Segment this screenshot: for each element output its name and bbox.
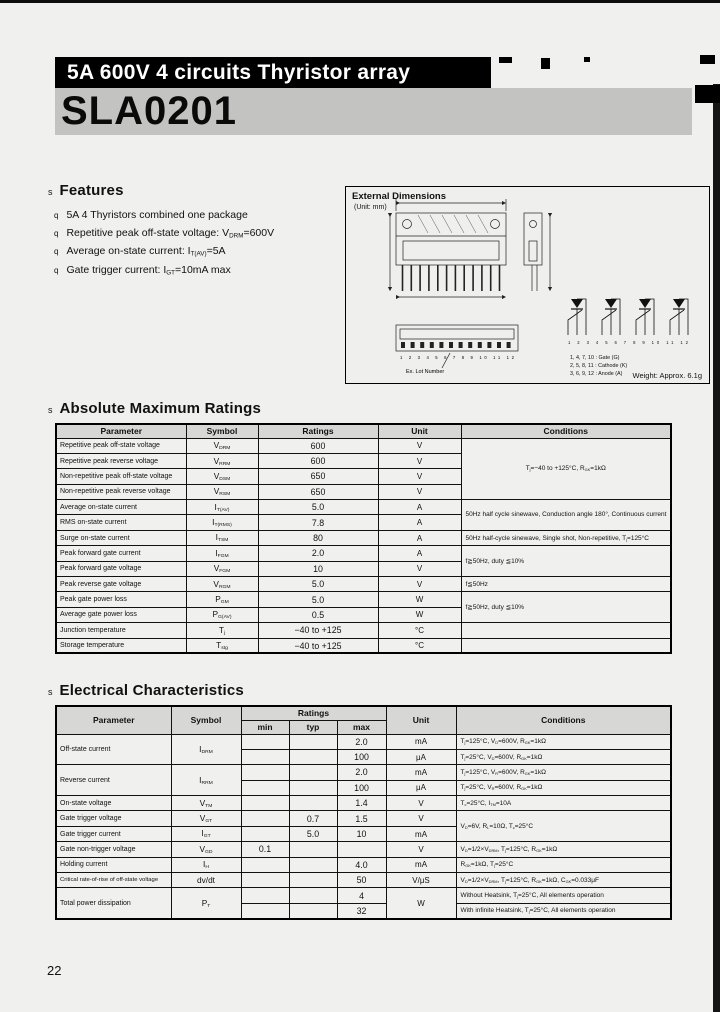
unit-cell: V — [378, 453, 461, 468]
param-cell: Junction temperature — [56, 623, 186, 638]
conditions-cell: $T_j=-40$ to +125°C, $R_{GK}=1k\Omega$ — [461, 438, 671, 500]
unit-cell: mA — [386, 734, 456, 749]
symbol-cell: $I_H$ — [171, 857, 241, 872]
min-cell: 0.1 — [241, 842, 289, 857]
param-cell: Surge on-state current — [56, 530, 186, 545]
symbol-cell: $V_{DRM}$ — [186, 438, 258, 453]
max-cell: 32 — [337, 903, 386, 918]
unit-cell: mA — [386, 826, 456, 841]
dimensions-unit-note: (Unit: mm) — [354, 204, 387, 211]
thyristor-symbol — [568, 299, 586, 335]
elec-char-table — [55, 705, 672, 920]
circuit-diagram — [568, 299, 689, 345]
bullet-icon: q — [54, 229, 59, 238]
param-cell: Repetitive peak reverse voltage — [56, 453, 186, 468]
part-number-band — [55, 88, 692, 135]
conditions-cell: $V_D=1/2\times V_{DRM}$, $T_j=125^\circ C$, $R_{GK}=1k\Omega$, $C_{GK}=0.033\mu F$ — [456, 873, 671, 888]
table-row — [56, 623, 671, 638]
registration-mark — [499, 57, 512, 63]
banner-title-text: 5A 600V 4 circuits Thyristor array — [67, 60, 411, 84]
page-number: 22 — [47, 963, 62, 978]
max-cell: 2.0 — [337, 765, 386, 780]
unit-cell: A — [378, 515, 461, 530]
max-cell: 1.4 — [337, 796, 386, 811]
typ-cell — [289, 749, 337, 764]
min-cell — [241, 734, 289, 749]
table-row — [56, 438, 671, 453]
unit-cell: V — [386, 796, 456, 811]
min-cell — [241, 780, 289, 795]
conditions-cell: Without Heatsink, $T_j=25^\circ C$, All elements operation — [456, 888, 671, 903]
table-header-row — [56, 424, 671, 438]
symbol-cell: $I_{DRM}$ — [171, 734, 241, 765]
typ-cell — [289, 734, 337, 749]
typ-cell: 0.7 — [289, 811, 337, 826]
param-cell: Total power dissipation — [56, 888, 171, 919]
max-cell: 10 — [337, 826, 386, 841]
table-row — [56, 765, 671, 780]
table-row — [56, 857, 671, 872]
unit-cell: V — [378, 469, 461, 484]
pin-assignment-notes — [570, 355, 627, 377]
unit-cell: °C — [378, 623, 461, 638]
unit-cell: V — [378, 577, 461, 592]
rating-cell: 80 — [258, 530, 378, 545]
min-cell — [241, 888, 289, 903]
typ-cell — [289, 857, 337, 872]
rating-cell: 5.0 — [258, 592, 378, 607]
typ-cell — [289, 903, 337, 918]
rating-cell: −40 to +125 — [258, 623, 378, 638]
conditions-cell: $V_D=1/2\times V_{DRM}$, $T_j=125^\circ C$, $R_{GK}=1k\Omega$ — [456, 842, 671, 857]
banner-title — [55, 57, 491, 88]
col-ratings: Ratings — [241, 706, 386, 720]
symbol-cell: $I_{T(AV)}$ — [186, 500, 258, 515]
min-cell — [241, 873, 289, 888]
page-right-edge — [713, 84, 720, 1012]
registration-mark — [584, 57, 590, 62]
pin-note-anode: 3, 6, 9, 12 : Anode (A) — [570, 371, 623, 377]
feature-text: 5A 4 Thyristors combined one package — [66, 209, 248, 221]
rating-cell: 650 — [258, 484, 378, 499]
param-cell: Off-state current — [56, 734, 171, 765]
min-cell — [241, 749, 289, 764]
unit-cell: A — [378, 500, 461, 515]
unit-cell: μA — [386, 780, 456, 795]
max-cell: 4.0 — [337, 857, 386, 872]
features-heading — [48, 182, 274, 199]
typ-cell — [289, 765, 337, 780]
rating-cell: −40 to +125 — [258, 638, 378, 653]
param-cell: Gate trigger current — [56, 826, 171, 841]
col-unit: Unit — [386, 706, 456, 734]
unit-cell: V/μS — [386, 873, 456, 888]
table-row — [56, 734, 671, 749]
symbol-cell: $P_{GM}$ — [186, 592, 258, 607]
conditions-cell: 50Hz half-cycle sinewave, Single shot, Non-repetitive, $T_j=125^\circ C$ — [461, 530, 671, 545]
table-row — [56, 500, 671, 515]
table-row — [56, 811, 671, 826]
part-number: SLA0201 — [61, 89, 237, 133]
col-ratings: Ratings — [258, 424, 378, 438]
conditions-cell: f≦50Hz — [461, 577, 671, 592]
param-cell: Critical rate-of-rise of off-state voltage — [56, 873, 171, 888]
unit-cell: V — [378, 438, 461, 453]
min-cell — [241, 811, 289, 826]
bullet-icon: q — [54, 265, 59, 275]
symbol-cell: $V_{DSM}$ — [186, 469, 258, 484]
symbol-cell: $V_{FGM}$ — [186, 561, 258, 576]
symbol-cell: $V_{RRM}$ — [186, 453, 258, 468]
table-row — [56, 796, 671, 811]
symbol-cell: $I_{GT}$ — [171, 826, 241, 841]
symbol-cell: $V_{TM}$ — [171, 796, 241, 811]
bottom-view-pin-numbers: 1 2 3 4 5 6 7 8 9 10 11 12 — [400, 355, 514, 360]
unit-cell: V — [378, 484, 461, 499]
unit-cell: mA — [386, 857, 456, 872]
pin-note-gate: 1, 4, 7, 10 : Gate (G) — [570, 355, 620, 361]
abs-max-heading — [48, 400, 261, 417]
min-cell — [241, 796, 289, 811]
unit-cell: V — [386, 842, 456, 857]
table-row — [56, 842, 671, 857]
registration-mark — [700, 55, 715, 64]
conditions-cell — [461, 638, 671, 653]
typ-cell — [289, 780, 337, 795]
conditions-cell — [461, 623, 671, 638]
table-row — [56, 888, 671, 903]
col-conditions: Conditions — [456, 706, 671, 734]
unit-cell: mA — [386, 765, 456, 780]
abs-max-table — [55, 423, 672, 654]
col-symbol: Symbol — [186, 424, 258, 438]
circuit-pin-numbers: 1 2 3 4 5 6 7 8 9 10 11 12 — [568, 340, 688, 345]
typ-cell — [289, 888, 337, 903]
table-row — [56, 577, 671, 592]
conditions-cell: $T_j=25^\circ C$, $V_R=600V$, $R_{GK}=1k\Omega$ — [456, 780, 671, 795]
typ-cell — [289, 796, 337, 811]
lot-number-note: Ex. Lot Number — [406, 369, 445, 375]
table-row — [56, 592, 671, 607]
conditions-cell: $R_{GK}=1k\Omega$, $T_j=25^\circ C$ — [456, 857, 671, 872]
conditions-cell: $T_j=125^\circ C$, $V_D=600V$, $R_{GK}=1k\Omega$ — [456, 734, 671, 749]
rating-cell: 5.0 — [258, 500, 378, 515]
param-cell: Peak gate power loss — [56, 592, 186, 607]
symbol-cell: $P_T$ — [171, 888, 241, 919]
param-cell: Gate non-trigger voltage — [56, 842, 171, 857]
symbol-cell: $V_{GD}$ — [171, 842, 241, 857]
rating-cell: 2.0 — [258, 546, 378, 561]
unit-cell: V — [378, 561, 461, 576]
rating-cell: 5.0 — [258, 577, 378, 592]
col-parameter: Parameter — [56, 424, 186, 438]
package-side-view — [524, 213, 550, 291]
max-cell: 4 — [337, 888, 386, 903]
feature-item — [54, 264, 274, 276]
max-cell: 1.5 — [337, 811, 386, 826]
param-cell: Non-repetitive peak off-state voltage — [56, 469, 186, 484]
min-cell — [241, 857, 289, 872]
max-cell — [337, 842, 386, 857]
bullet-icon: q — [54, 247, 59, 257]
conditions-cell: With infinite Heatsink, $T_j=25^\circ C$, All elements operation — [456, 903, 671, 918]
abs-max-title: Absolute Maximum Ratings — [59, 400, 261, 417]
param-cell: On-state voltage — [56, 796, 171, 811]
elec-char-title: Electrical Characteristics — [59, 682, 244, 699]
symbol-cell: $I_{RRM}$ — [171, 765, 241, 796]
param-cell: Gate trigger voltage — [56, 811, 171, 826]
feature-text: Average on-state current: $I_{T(AV)}=5A$ — [66, 245, 226, 258]
conditions-cell: $T_j=25^\circ C$, $V_D=600V$, $R_{GK}=1k\Omega$ — [456, 749, 671, 764]
unit-cell: W — [386, 888, 456, 919]
symbol-cell: $V_{RGM}$ — [186, 577, 258, 592]
feature-item — [54, 245, 274, 257]
min-cell — [241, 903, 289, 918]
rating-cell: 0.5 — [258, 607, 378, 622]
thyristor-symbol — [670, 299, 688, 335]
min-cell — [241, 826, 289, 841]
param-cell: RMS on-state current — [56, 515, 186, 530]
col-min: min — [241, 720, 289, 734]
param-cell: Storage temperature — [56, 638, 186, 653]
param-cell: Peak forward gate voltage — [56, 561, 186, 576]
col-typ: typ — [289, 720, 337, 734]
rating-cell: 7.8 — [258, 515, 378, 530]
registration-mark — [541, 58, 550, 69]
unit-cell: °C — [378, 638, 461, 653]
feature-text: Gate trigger current: $I_{GT}=10mA$ max — [66, 263, 231, 277]
dimensions-title: External Dimensions — [352, 191, 446, 202]
elec-char-heading — [48, 682, 244, 699]
rating-cell: 600 — [258, 438, 378, 453]
weight-note: Weight: Approx. 6.1g — [632, 371, 702, 380]
conditions-cell: $T_j=125^\circ C$, $V_R=600V$, $R_{GK}=1k\Omega$ — [456, 765, 671, 780]
symbol-cell: $V_{GT}$ — [171, 811, 241, 826]
symbol-cell: $I_{T(RMS)}$ — [186, 515, 258, 530]
thyristor-symbol — [636, 299, 654, 335]
param-cell: Reverse current — [56, 765, 171, 796]
features-title: Features — [59, 182, 124, 199]
param-cell: Peak reverse gate voltage — [56, 577, 186, 592]
unit-cell: W — [378, 592, 461, 607]
max-cell: 100 — [337, 749, 386, 764]
registration-mark — [695, 85, 720, 103]
col-parameter: Parameter — [56, 706, 171, 734]
feature-item — [54, 209, 274, 221]
rating-cell: 600 — [258, 453, 378, 468]
param-cell: Repetitive peak off-state voltage — [56, 438, 186, 453]
conditions-cell: f≧50Hz, duty ≦10% — [461, 546, 671, 577]
typ-cell — [289, 873, 337, 888]
param-cell: Non-repetitive peak reverse voltage — [56, 484, 186, 499]
unit-cell: V — [386, 811, 456, 826]
param-cell: Holding current — [56, 857, 171, 872]
feature-text: Repetitive peak off-state voltage: $V_{DRM}=600V$ — [66, 227, 275, 240]
unit-cell: A — [378, 546, 461, 561]
bullet-icon: q — [54, 211, 59, 220]
conditions-cell: 50Hz half cycle sinewave, Conduction angle 180°, Continuous current — [461, 500, 671, 531]
thyristor-symbol — [602, 299, 620, 335]
param-cell: Average on-state current — [56, 500, 186, 515]
rating-cell: 650 — [258, 469, 378, 484]
page-top-edge — [0, 0, 720, 3]
symbol-cell: $I_{FGM}$ — [186, 546, 258, 561]
symbol-cell: $V_{RSM}$ — [186, 484, 258, 499]
param-cell: Peak forward gate current — [56, 546, 186, 561]
external-dimensions-box — [345, 186, 710, 384]
unit-cell: A — [378, 530, 461, 545]
max-cell: 50 — [337, 873, 386, 888]
unit-cell: W — [378, 607, 461, 622]
col-max: max — [337, 720, 386, 734]
table-header-row — [56, 706, 671, 720]
unit-cell: μA — [386, 749, 456, 764]
pin-note-cathode: 2, 5, 8, 11 : Cathode (K) — [570, 363, 628, 369]
feature-item — [54, 227, 274, 239]
param-cell: Average gate power loss — [56, 607, 186, 622]
conditions-cell: $T_c=25^\circ C$, $I_{TM}=10A$ — [456, 796, 671, 811]
package-front-view — [390, 199, 506, 297]
symbol-cell: $I_{TSM}$ — [186, 530, 258, 545]
symbol-cell: dv/dt — [171, 873, 241, 888]
max-cell: 100 — [337, 780, 386, 795]
conditions-cell: $V_D=6V$, $R_L=10\Omega$, $T_c=25^\circ C$ — [456, 811, 671, 842]
package-bottom-view — [396, 325, 518, 375]
table-row — [56, 873, 671, 888]
table-row — [56, 530, 671, 545]
col-unit: Unit — [378, 424, 461, 438]
symbol-cell: $P_{G(AV)}$ — [186, 607, 258, 622]
typ-cell: 5.0 — [289, 826, 337, 841]
table-row — [56, 546, 671, 561]
col-conditions: Conditions — [461, 424, 671, 438]
conditions-cell: f≧50Hz, duty ≦10% — [461, 592, 671, 623]
typ-cell — [289, 842, 337, 857]
col-symbol: Symbol — [171, 706, 241, 734]
features-section — [48, 182, 274, 282]
min-cell — [241, 765, 289, 780]
section-marker: s — [48, 687, 53, 697]
max-cell: 2.0 — [337, 734, 386, 749]
table-row — [56, 638, 671, 653]
section-marker: s — [48, 405, 53, 415]
section-marker: s — [48, 187, 53, 197]
rating-cell: 10 — [258, 561, 378, 576]
symbol-cell: $T_{stg}$ — [186, 638, 258, 653]
symbol-cell: $T_j$ — [186, 623, 258, 638]
package-drawing — [346, 187, 709, 383]
